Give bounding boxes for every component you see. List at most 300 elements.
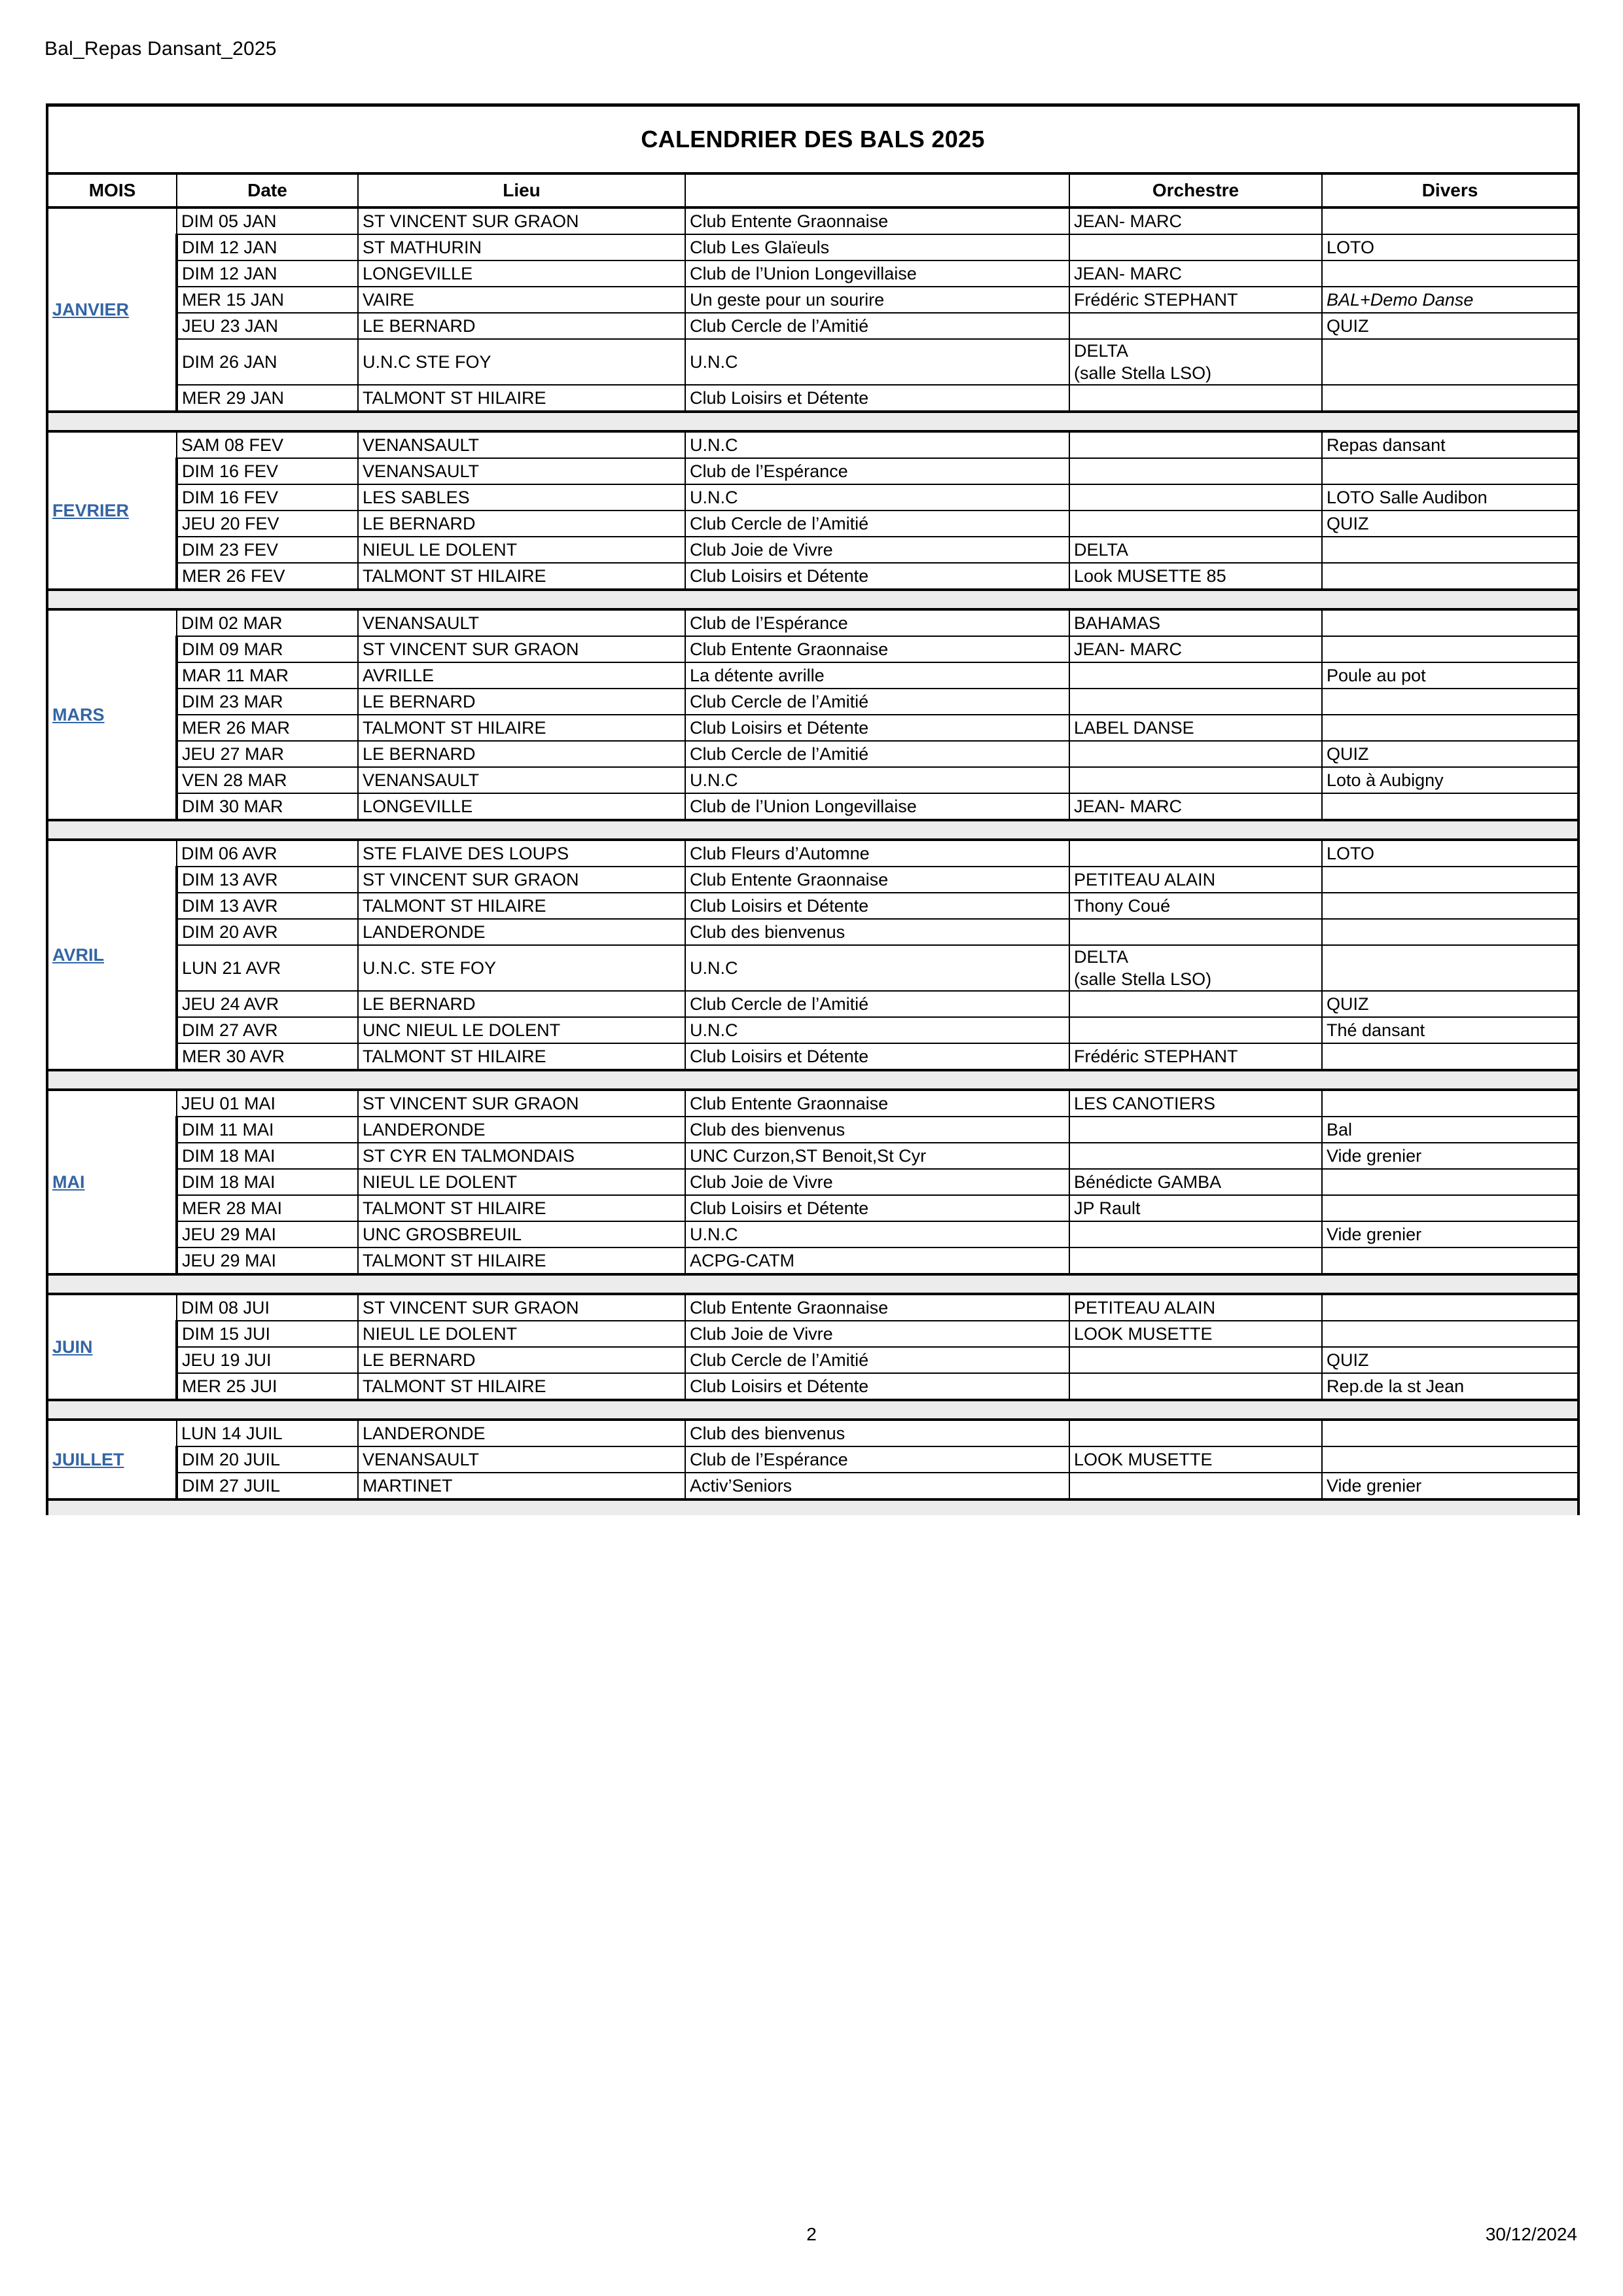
cell-orchestre	[1069, 1221, 1322, 1247]
cell-divers: Rep.de la st Jean	[1322, 1373, 1578, 1400]
cell-club: Club Cercle de l’Amitié	[685, 313, 1069, 339]
separator-cell	[1069, 1400, 1322, 1420]
table-row	[47, 431, 1578, 458]
cell-divers: LOTO	[1322, 840, 1578, 867]
table-row	[47, 1294, 1578, 1321]
separator-cell	[1069, 1499, 1322, 1515]
cell-orchestre	[1069, 1373, 1322, 1400]
separator-cell	[47, 590, 177, 609]
month-cell-mai	[47, 1090, 177, 1274]
table-row	[47, 1347, 1578, 1373]
cell-date: DIM 11 MAI	[177, 1117, 358, 1143]
cell-lieu: ST VINCENT SUR GRAON	[358, 636, 685, 662]
separator-cell	[47, 1499, 177, 1515]
cell-club: Club Loisirs et Détente	[685, 563, 1069, 590]
cell-divers: Vide grenier	[1322, 1143, 1578, 1169]
cell-lieu: UNC NIEUL LE DOLENT	[358, 1017, 685, 1043]
cell-lieu: STE FLAIVE DES LOUPS	[358, 840, 685, 867]
month-cell-fevrier	[47, 431, 177, 590]
cell-club: Club Loisirs et Détente	[685, 715, 1069, 741]
cell-date: LUN 21 AVR	[177, 945, 358, 991]
separator-cell	[685, 820, 1069, 840]
cell-date: DIM 05 JAN	[177, 207, 358, 234]
cell-date: DIM 20 JUIL	[177, 1446, 358, 1473]
month-separator-band	[47, 1274, 1578, 1294]
month-label: FEVRIER	[52, 501, 130, 520]
cell-club: Club de l’Union Longevillaise	[685, 260, 1069, 287]
cell-club: Club de l’Union Longevillaise	[685, 793, 1069, 820]
cell-club: U.N.C	[685, 339, 1069, 385]
month-label: JUILLET	[52, 1450, 124, 1469]
cell-lieu: VENANSAULT	[358, 1446, 685, 1473]
cell-orchestre	[1069, 431, 1322, 458]
table-row	[47, 1247, 1578, 1274]
cell-divers: Thé dansant	[1322, 1017, 1578, 1043]
month-separator-band	[47, 1070, 1578, 1090]
cell-date: DIM 27 JUIL	[177, 1473, 358, 1499]
table-row	[47, 893, 1578, 919]
cell-club: Club des bienvenus	[685, 1117, 1069, 1143]
cell-club: Club Loisirs et Détente	[685, 1373, 1069, 1400]
separator-cell	[1322, 1400, 1578, 1420]
table-row	[47, 741, 1578, 767]
cell-club: Club Loisirs et Détente	[685, 1195, 1069, 1221]
column-header-lieu: Lieu	[358, 173, 685, 207]
cell-club: Club Loisirs et Détente	[685, 1043, 1069, 1070]
cell-orchestre	[1069, 1169, 1322, 1195]
cell-date: JEU 20 FEV	[177, 511, 358, 537]
table-row	[47, 563, 1578, 590]
cell-divers	[1322, 893, 1578, 919]
orchestre-name: JEAN- MARC	[1074, 639, 1183, 659]
cell-orchestre	[1069, 1195, 1322, 1221]
separator-cell	[47, 1070, 177, 1090]
separator-cell	[177, 820, 358, 840]
cell-divers: QUIZ	[1322, 991, 1578, 1017]
table-row	[47, 537, 1578, 563]
cell-divers	[1322, 1043, 1578, 1070]
separator-cell	[685, 412, 1069, 431]
cell-club: Club Entente Graonnaise	[685, 1294, 1069, 1321]
table-row	[47, 991, 1578, 1017]
cell-date: MER 25 JUI	[177, 1373, 358, 1400]
cell-club: U.N.C	[685, 767, 1069, 793]
orchestre-name: DELTA	[1074, 540, 1129, 560]
page-title: CALENDRIER DES BALS 2025	[47, 105, 1578, 174]
cell-divers	[1322, 1247, 1578, 1274]
separator-cell	[685, 1499, 1069, 1515]
cell-orchestre	[1069, 1420, 1322, 1446]
cell-lieu: VENANSAULT	[358, 767, 685, 793]
cell-orchestre	[1069, 260, 1322, 287]
month-cell-juillet	[47, 1420, 177, 1499]
cell-divers: Bal	[1322, 1117, 1578, 1143]
cell-lieu: ST VINCENT SUR GRAON	[358, 1090, 685, 1117]
table-row	[47, 1373, 1578, 1400]
cell-lieu: LES SABLES	[358, 484, 685, 511]
cell-date: DIM 20 AVR	[177, 919, 358, 945]
cell-divers: Poule au pot	[1322, 662, 1578, 689]
document-footer	[0, 2224, 1623, 2250]
column-header-divers: Divers	[1322, 173, 1578, 207]
cell-lieu: LE BERNARD	[358, 991, 685, 1017]
cell-lieu: LANDERONDE	[358, 919, 685, 945]
orchestre-name: Look MUSETTE 85	[1074, 566, 1226, 586]
cell-lieu: LE BERNARD	[358, 689, 685, 715]
table-row	[47, 919, 1578, 945]
separator-cell	[47, 412, 177, 431]
cell-divers	[1322, 945, 1578, 991]
cell-divers	[1322, 1090, 1578, 1117]
table-row	[47, 458, 1578, 484]
column-header-row	[47, 173, 1578, 207]
separator-cell	[358, 1400, 685, 1420]
cell-date: JEU 29 MAI	[177, 1247, 358, 1274]
separator-cell	[1322, 590, 1578, 609]
cell-divers: QUIZ	[1322, 511, 1578, 537]
month-separator-band	[47, 412, 1578, 431]
cell-date: MAR 11 MAR	[177, 662, 358, 689]
separator-cell	[358, 820, 685, 840]
cell-club: Club Cercle de l’Amitié	[685, 689, 1069, 715]
orchestre-venue: (salle Stella LSO)	[1074, 363, 1212, 383]
cell-orchestre	[1069, 1294, 1322, 1321]
cell-orchestre	[1069, 1473, 1322, 1499]
orchestre-name: Thony Coué	[1074, 896, 1171, 916]
cell-date: MER 29 JAN	[177, 385, 358, 412]
cell-date: JEU 24 AVR	[177, 991, 358, 1017]
month-cell-mars	[47, 609, 177, 820]
cell-divers: QUIZ	[1322, 741, 1578, 767]
cell-date: JEU 19 JUI	[177, 1347, 358, 1373]
separator-cell	[177, 1274, 358, 1294]
footer-page-number: 2	[806, 2224, 817, 2244]
cell-date: JEU 27 MAR	[177, 741, 358, 767]
separator-cell	[47, 820, 177, 840]
cell-lieu: U.N.C STE FOY	[358, 339, 685, 385]
table-row	[47, 484, 1578, 511]
cell-date: DIM 06 AVR	[177, 840, 358, 867]
cell-club: Club des bienvenus	[685, 919, 1069, 945]
cell-club: Activ’Seniors	[685, 1473, 1069, 1499]
cell-date: DIM 23 FEV	[177, 537, 358, 563]
column-header-mois: MOIS	[47, 173, 177, 207]
cell-club: Un geste pour un sourire	[685, 287, 1069, 313]
cell-lieu: ST CYR EN TALMONDAIS	[358, 1143, 685, 1169]
cell-date: DIM 18 MAI	[177, 1143, 358, 1169]
cell-club: Club Entente Graonnaise	[685, 1090, 1069, 1117]
cell-date: DIM 16 FEV	[177, 458, 358, 484]
cell-orchestre	[1069, 840, 1322, 867]
cell-orchestre	[1069, 1446, 1322, 1473]
cell-date: DIM 30 MAR	[177, 793, 358, 820]
cell-club: Club Joie de Vivre	[685, 1321, 1069, 1347]
cell-divers	[1322, 1195, 1578, 1221]
separator-cell	[177, 1400, 358, 1420]
separator-cell	[1069, 820, 1322, 840]
cell-orchestre	[1069, 1347, 1322, 1373]
orchestre-name: DELTA	[1074, 947, 1129, 967]
cell-date: JEU 01 MAI	[177, 1090, 358, 1117]
month-label: AVRIL	[52, 945, 104, 965]
cell-divers	[1322, 339, 1578, 385]
month-separator-band	[47, 1400, 1578, 1420]
separator-cell	[685, 1070, 1069, 1090]
cell-date: DIM 13 AVR	[177, 893, 358, 919]
orchestre-name: JEAN- MARC	[1074, 797, 1183, 816]
separator-cell	[1069, 590, 1322, 609]
cell-lieu: ST VINCENT SUR GRAON	[358, 1294, 685, 1321]
month-separator-band	[47, 820, 1578, 840]
cell-divers	[1322, 1321, 1578, 1347]
month-label: JUIN	[52, 1337, 93, 1357]
cell-orchestre	[1069, 715, 1322, 741]
column-header-club	[685, 173, 1069, 207]
orchestre-name: JEAN- MARC	[1074, 211, 1183, 231]
cell-orchestre	[1069, 458, 1322, 484]
separator-cell	[358, 412, 685, 431]
cell-lieu: TALMONT ST HILAIRE	[358, 1247, 685, 1274]
cell-club: La détente avrille	[685, 662, 1069, 689]
cell-club: Club Entente Graonnaise	[685, 867, 1069, 893]
orchestre-venue: (salle Stella LSO)	[1074, 969, 1212, 989]
cell-lieu: TALMONT ST HILAIRE	[358, 385, 685, 412]
cell-club: Club Cercle de l’Amitié	[685, 511, 1069, 537]
cell-club: Club Cercle de l’Amitié	[685, 1347, 1069, 1373]
cell-divers	[1322, 867, 1578, 893]
cell-orchestre	[1069, 1090, 1322, 1117]
table-row	[47, 1090, 1578, 1117]
cell-club: UNC Curzon,ST Benoit,St Cyr	[685, 1143, 1069, 1169]
cell-club: Club de l’Espérance	[685, 609, 1069, 636]
table-row	[47, 1221, 1578, 1247]
cell-lieu: LE BERNARD	[358, 511, 685, 537]
cell-date: DIM 13 AVR	[177, 867, 358, 893]
table-row	[47, 234, 1578, 260]
cell-lieu: ST VINCENT SUR GRAON	[358, 207, 685, 234]
cell-divers	[1322, 919, 1578, 945]
cell-lieu: LE BERNARD	[358, 741, 685, 767]
cell-date: DIM 26 JAN	[177, 339, 358, 385]
cell-orchestre	[1069, 867, 1322, 893]
cell-date: MER 26 MAR	[177, 715, 358, 741]
table-row	[47, 1473, 1578, 1499]
cell-lieu: NIEUL LE DOLENT	[358, 1169, 685, 1195]
cell-date: DIM 18 MAI	[177, 1169, 358, 1195]
cell-date: DIM 12 JAN	[177, 234, 358, 260]
cell-club: Club Les Glaïeuls	[685, 234, 1069, 260]
cell-lieu: LANDERONDE	[358, 1420, 685, 1446]
cell-lieu: LONGEVILLE	[358, 260, 685, 287]
month-separator-band	[47, 1499, 1578, 1515]
cell-divers	[1322, 1294, 1578, 1321]
cell-date: DIM 16 FEV	[177, 484, 358, 511]
orchestre-name: JEAN- MARC	[1074, 264, 1183, 283]
cell-orchestre	[1069, 287, 1322, 313]
separator-cell	[1322, 1274, 1578, 1294]
separator-cell	[177, 1070, 358, 1090]
cell-lieu: NIEUL LE DOLENT	[358, 537, 685, 563]
cell-divers	[1322, 689, 1578, 715]
footer-date: 30/12/2024	[1485, 2224, 1577, 2244]
running-header: Bal_Repas Dansant_2025	[45, 38, 277, 60]
cell-orchestre	[1069, 767, 1322, 793]
cell-divers	[1322, 537, 1578, 563]
month-cell-janvier	[47, 207, 177, 412]
cell-lieu: VENANSAULT	[358, 431, 685, 458]
cell-divers	[1322, 385, 1578, 412]
cell-lieu: MARTINET	[358, 1473, 685, 1499]
cell-club: U.N.C	[685, 945, 1069, 991]
month-separator-band	[47, 590, 1578, 609]
cell-date: DIM 02 MAR	[177, 609, 358, 636]
cell-orchestre	[1069, 793, 1322, 820]
cell-orchestre	[1069, 1017, 1322, 1043]
cell-lieu: LE BERNARD	[358, 1347, 685, 1373]
separator-cell	[1069, 412, 1322, 431]
calendar-table-container	[46, 103, 1577, 1515]
table-row	[47, 609, 1578, 636]
cell-date: DIM 09 MAR	[177, 636, 358, 662]
separator-cell	[1322, 820, 1578, 840]
separator-cell	[47, 1400, 177, 1420]
orchestre-name: BAHAMAS	[1074, 613, 1161, 633]
cell-date: DIM 12 JAN	[177, 260, 358, 287]
cell-orchestre	[1069, 563, 1322, 590]
table-row	[47, 207, 1578, 234]
cell-club: Club des bienvenus	[685, 1420, 1069, 1446]
cell-date: DIM 27 AVR	[177, 1017, 358, 1043]
cell-divers	[1322, 458, 1578, 484]
cell-lieu: AVRILLE	[358, 662, 685, 689]
cell-date: LUN 14 JUIL	[177, 1420, 358, 1446]
separator-cell	[685, 590, 1069, 609]
cell-club: Club Cercle de l’Amitié	[685, 991, 1069, 1017]
cell-divers	[1322, 1169, 1578, 1195]
cell-orchestre	[1069, 689, 1322, 715]
table-row	[47, 313, 1578, 339]
cell-club: Club Joie de Vivre	[685, 537, 1069, 563]
separator-cell	[358, 1499, 685, 1515]
separator-cell	[1322, 1070, 1578, 1090]
cell-date: DIM 08 JUI	[177, 1294, 358, 1321]
cell-orchestre	[1069, 1117, 1322, 1143]
cell-club: Club Joie de Vivre	[685, 1169, 1069, 1195]
cell-divers	[1322, 609, 1578, 636]
cell-lieu: VAIRE	[358, 287, 685, 313]
cell-divers	[1322, 260, 1578, 287]
table-row	[47, 1043, 1578, 1070]
table-row	[47, 1169, 1578, 1195]
cell-date: MER 28 MAI	[177, 1195, 358, 1221]
separator-cell	[1069, 1070, 1322, 1090]
table-row	[47, 1321, 1578, 1347]
table-row	[47, 1143, 1578, 1169]
cell-lieu: LE BERNARD	[358, 313, 685, 339]
column-header-orchestre: Orchestre	[1069, 173, 1322, 207]
cell-club: Club Entente Graonnaise	[685, 207, 1069, 234]
cell-orchestre	[1069, 662, 1322, 689]
cell-orchestre	[1069, 1043, 1322, 1070]
month-cell-avril	[47, 840, 177, 1070]
cell-orchestre	[1069, 1247, 1322, 1274]
cell-orchestre	[1069, 339, 1322, 385]
cell-orchestre	[1069, 385, 1322, 412]
cell-orchestre	[1069, 609, 1322, 636]
separator-cell	[358, 1070, 685, 1090]
cell-divers: Vide grenier	[1322, 1221, 1578, 1247]
table-row	[47, 1446, 1578, 1473]
table-row	[47, 662, 1578, 689]
cell-divers	[1322, 207, 1578, 234]
cell-date: SAM 08 FEV	[177, 431, 358, 458]
month-label: JANVIER	[52, 300, 130, 319]
cell-date: MER 26 FEV	[177, 563, 358, 590]
cell-lieu: NIEUL LE DOLENT	[358, 1321, 685, 1347]
cell-club: Club Loisirs et Détente	[685, 893, 1069, 919]
orchestre-name: Frédéric STEPHANT	[1074, 290, 1238, 310]
cell-date: JEU 23 JAN	[177, 313, 358, 339]
cell-club: U.N.C	[685, 431, 1069, 458]
cell-orchestre	[1069, 484, 1322, 511]
cell-divers: Vide grenier	[1322, 1473, 1578, 1499]
table-row	[47, 1017, 1578, 1043]
orchestre-name: DELTA	[1074, 341, 1129, 361]
divers-note: BAL+Demo Danse	[1327, 290, 1474, 310]
orchestre-name: PETITEAU ALAIN	[1074, 1298, 1216, 1318]
cell-orchestre	[1069, 537, 1322, 563]
table-row	[47, 767, 1578, 793]
cell-lieu: VENANSAULT	[358, 609, 685, 636]
cell-divers: LOTO	[1322, 234, 1578, 260]
cell-club: U.N.C	[685, 1017, 1069, 1043]
cell-lieu: LONGEVILLE	[358, 793, 685, 820]
cell-divers: LOTO Salle Audibon	[1322, 484, 1578, 511]
cell-lieu: TALMONT ST HILAIRE	[358, 715, 685, 741]
cell-orchestre	[1069, 234, 1322, 260]
table-row	[47, 339, 1578, 385]
cell-orchestre	[1069, 741, 1322, 767]
cell-orchestre	[1069, 207, 1322, 234]
orchestre-name: LES CANOTIERS	[1074, 1094, 1216, 1113]
cell-orchestre	[1069, 945, 1322, 991]
cell-club: ACPG-CATM	[685, 1247, 1069, 1274]
cell-orchestre	[1069, 1143, 1322, 1169]
cell-lieu: UNC GROSBREUIL	[358, 1221, 685, 1247]
cell-lieu: U.N.C. STE FOY	[358, 945, 685, 991]
cell-lieu: TALMONT ST HILAIRE	[358, 1043, 685, 1070]
table-row	[47, 715, 1578, 741]
orchestre-name: LOOK MUSETTE	[1074, 1324, 1213, 1344]
cell-date: DIM 23 MAR	[177, 689, 358, 715]
cell-divers: Repas dansant	[1322, 431, 1578, 458]
cell-club: Club Loisirs et Détente	[685, 385, 1069, 412]
cell-orchestre	[1069, 636, 1322, 662]
month-label: MAI	[52, 1172, 85, 1192]
table-row	[47, 511, 1578, 537]
cell-club: Club de l’Espérance	[685, 458, 1069, 484]
cell-orchestre	[1069, 893, 1322, 919]
cell-club: Club Cercle de l’Amitié	[685, 741, 1069, 767]
cell-divers: QUIZ	[1322, 313, 1578, 339]
cell-divers: Loto à Aubigny	[1322, 767, 1578, 793]
table-row	[47, 867, 1578, 893]
column-header-date: Date	[177, 173, 358, 207]
table-row	[47, 840, 1578, 867]
separator-cell	[47, 1274, 177, 1294]
cell-club: Club Entente Graonnaise	[685, 636, 1069, 662]
cell-divers	[1322, 563, 1578, 590]
